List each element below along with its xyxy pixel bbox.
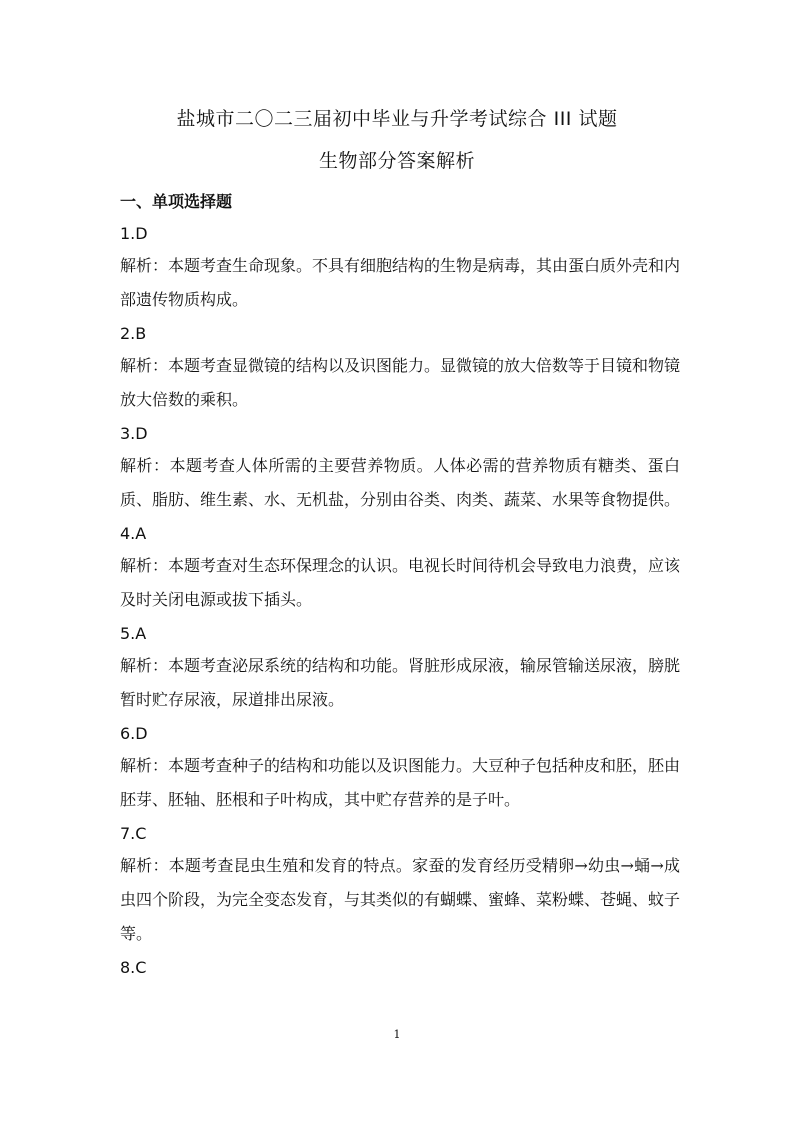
question-explanation: 解析：本题考查昆虫生殖和发育的特点。家蚕的发育经历受精卵→幼虫→蛹→成虫四个阶段，为完全变态发育，与其类似的有蝴蝶、蜜蜂、菜粉蝶、苍蝇、蚊子等。 — [120, 856, 681, 943]
question-explanation: 解析：本题考查种子的结构和功能以及识图能力。大豆种子包括种皮和胚，胚由胚芽、胚轴、胚根和子叶构成，其中贮存营养的是子叶。 — [120, 756, 681, 809]
answer-list — [120, 222, 680, 986]
page-number: 1 — [393, 1028, 401, 1041]
question-explanation: 解析：本题考查生命现象。不具有细胞结构的生物是病毒，其由蛋白质外壳和内部遗传物质构成。 — [120, 256, 681, 309]
question-explanation: 解析：本题考查对生态环保理念的认识。电视长时间待机会导致电力浪费，应该及时关闭电源或拔下插头。 — [120, 556, 681, 609]
question-explanation: 解析：本题考查泌尿系统的结构和功能。肾脏形成尿液，输尿管输送尿液，膀胱暂时贮存尿液，尿道排出尿液。 — [120, 656, 681, 709]
question-explanation: 解析：本题考查人体所需的主要营养物质。人体必需的营养物质有糖类、蛋白质、脂肪、维生素、水、无机盐，分别由谷类、肉类、蔬菜、水果等食物提供。 — [120, 456, 681, 509]
document-title: 盐城市二〇二三届初中毕业与升学考试综合 III 试题 — [176, 108, 618, 130]
question-answer: 4.A — [120, 524, 147, 543]
question-answer: 7.C — [120, 824, 147, 843]
document-subtitle: 生物部分答案解析 — [318, 150, 475, 172]
question-answer: 6.D — [120, 724, 148, 743]
section-heading: 一、单项选择题 — [120, 192, 233, 211]
question-answer: 1.D — [120, 224, 148, 243]
question-explanation: 解析：本题考查显微镜的结构以及识图能力。显微镜的放大倍数等于目镜和物镜放大倍数的乘积。 — [120, 356, 681, 409]
question-answer: 8.C — [120, 958, 147, 977]
question-answer: 3.D — [120, 424, 148, 443]
question-answer: 2.B — [120, 324, 147, 343]
question-answer: 5.A — [120, 624, 147, 643]
